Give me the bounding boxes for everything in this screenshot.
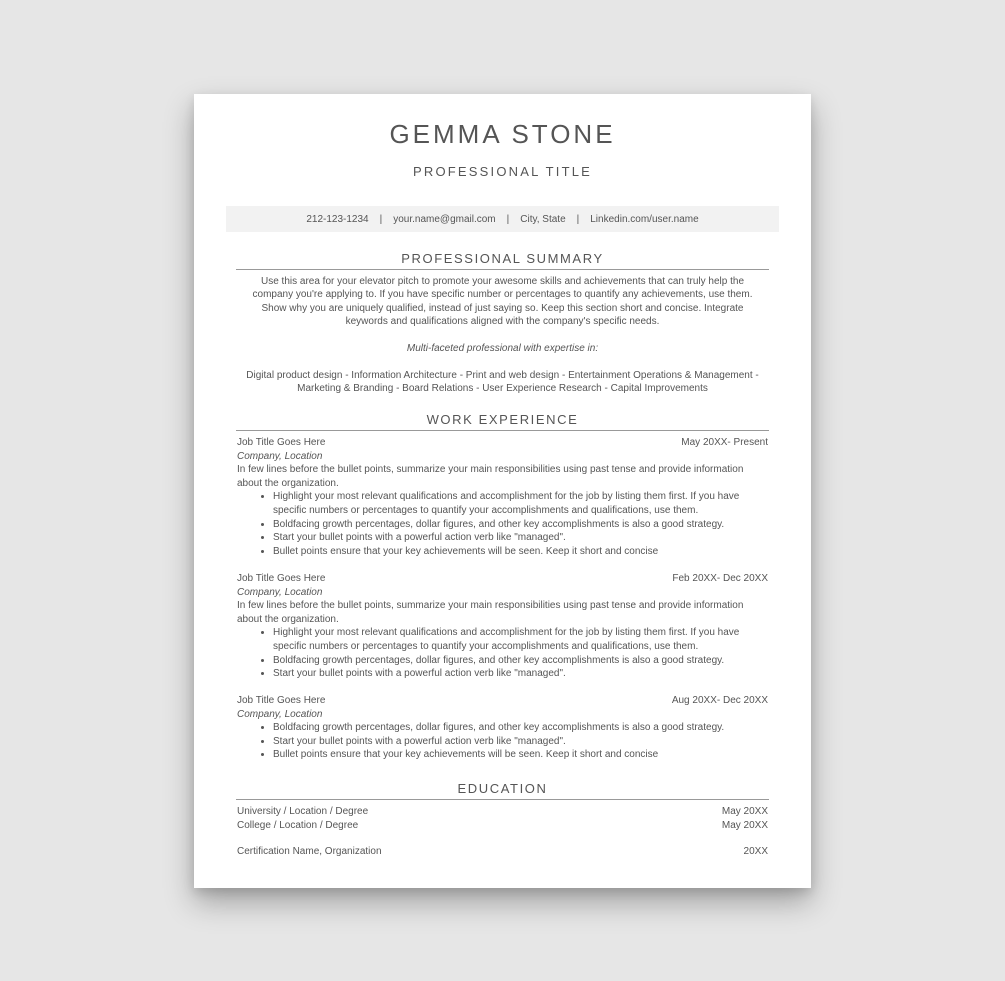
contact-email: your.name@gmail.com	[393, 213, 496, 225]
job-bullets	[237, 626, 768, 680]
job-bullet: • Boldfacing growth percentages, dollar figures, and other key accomplishments is also a good strategy.	[273, 518, 768, 532]
job-summary: In few lines before the bullet points, summarize your main responsibilities using past tense and provide information about the organization.	[237, 464, 744, 489]
certification-label: Certification Name, Organization	[237, 846, 382, 857]
job-header	[237, 694, 768, 708]
education-label: University / Location / Degree	[237, 806, 369, 817]
summary-text: Use this area for your elevator pitch to promote your awesome skills and achievements that can truly help the company you're applying to. If you have specific number or percentages to quantify any achievements, use them. Show why you are uniquely qualified, instead of just saying so. Keep this section short and concise. Integrate keywords and qualifications aligned with the company's specific needs.	[252, 276, 753, 328]
education-heading: EDUCATION	[236, 781, 769, 800]
job-entry	[237, 572, 768, 681]
candidate-name: GEMMA STONE	[389, 119, 616, 149]
job-entry	[237, 694, 768, 762]
job-company: Company, Location	[237, 708, 323, 720]
job-bullets	[237, 721, 768, 762]
job-bullet: • Start your bullet points with a powerful action verb like "managed".	[273, 531, 768, 545]
job-bullet: • Boldfacing growth percentages, dollar figures, and other key accomplishments is also a good strategy.	[273, 654, 768, 668]
job-bullet: • Highlight your most relevant qualifications and accomplishment for the job by listing them first. If you have specific numbers or percentages to quantify your accomplishments and qualifications, use them.	[273, 490, 768, 517]
education-date: May 20XX	[721, 806, 768, 817]
job-company: Company, Location	[237, 586, 323, 598]
education-entry	[237, 805, 768, 819]
job-title: Job Title Goes Here	[237, 437, 326, 448]
job-bullet: • Bullet points ensure that your key achievements will be seen. Keep it short and concise	[273, 545, 768, 559]
job-bullet: • Highlight your most relevant qualifications and accomplishment for the job by listing them first. If you have specific numbers or percentages to quantify your accomplishments and qualifications, use them.	[273, 626, 768, 653]
job-entry	[237, 436, 768, 558]
job-company: Company, Location	[237, 450, 323, 462]
contact-bar	[226, 206, 779, 232]
resume-page	[194, 94, 811, 888]
expertise-intro: Multi-faceted professional with expertise in:	[406, 343, 599, 354]
job-summary: In few lines before the bullet points, summarize your main responsibilities using past tense and provide information about the organization.	[237, 600, 744, 625]
job-header	[237, 436, 768, 450]
summary-heading: PROFESSIONAL SUMMARY	[236, 251, 769, 270]
job-title: Job Title Goes Here	[237, 695, 326, 706]
expertise-line-1: Digital product design - Information Architecture - Print and web design - Entertainment Operations & Management -	[246, 370, 759, 381]
contact-phone: 212-123-1234	[306, 213, 369, 225]
job-bullet: • Start your bullet points with a powerful action verb like "managed".	[273, 667, 768, 681]
work-heading: WORK EXPERIENCE	[236, 412, 769, 431]
certification-entry	[237, 845, 768, 859]
job-dates: Aug 20XX- Dec 20XX	[671, 695, 768, 706]
education-list	[237, 805, 768, 832]
job-bullet: • Start your bullet points with a powerful action verb like "managed".	[273, 735, 768, 749]
job-header	[237, 572, 768, 586]
education-entry	[237, 819, 768, 833]
contact-separator: |	[576, 213, 580, 225]
contact-separator: |	[379, 213, 383, 225]
contact-linkedin: Linkedin.com/user.name	[590, 213, 699, 225]
contact-location: City, State	[520, 213, 566, 225]
professional-title: PROFESSIONAL TITLE	[412, 164, 593, 179]
job-bullet: • Bullet points ensure that your key achievements will be seen. Keep it short and concise	[273, 748, 768, 762]
job-dates: May 20XX- Present	[681, 437, 768, 448]
certification-row	[237, 845, 768, 859]
education-label: College / Location / Degree	[237, 819, 359, 831]
education-date: May 20XX	[721, 819, 768, 831]
expertise-line-2: Marketing & Branding - Board Relations - User Experience Research - Capital Improvements	[297, 383, 708, 394]
contact-separator: |	[506, 213, 510, 225]
certification-date: 20XX	[743, 846, 768, 857]
job-bullet: • Boldfacing growth percentages, dollar figures, and other key accomplishments is also a good strategy.	[273, 721, 768, 735]
job-dates: Feb 20XX- Dec 20XX	[672, 573, 768, 584]
job-bullets	[237, 490, 768, 558]
job-title: Job Title Goes Here	[237, 573, 326, 584]
